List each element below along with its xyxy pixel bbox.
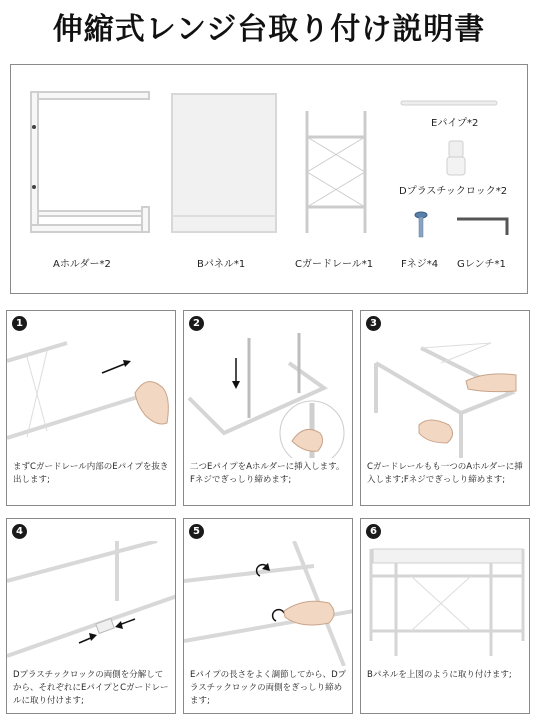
step-3-number: 3 (366, 316, 381, 331)
step-2-illustration (184, 333, 353, 458)
step-2-text: 二つEパイプをAホルダーに挿入します。Fネジでぎっしり締めます; (190, 462, 345, 485)
screw-f-label: Fネジ*4 (401, 259, 439, 270)
step-2-panel (183, 310, 353, 506)
pipe-e-image (399, 98, 499, 108)
step-4-panel (6, 518, 176, 714)
step-1-number: 1 (12, 316, 27, 331)
page-title: 伸縮式レンジ台取り付け説明書 (52, 12, 486, 47)
plastic-lock-d-image (445, 139, 467, 179)
panel-b-image (169, 91, 281, 239)
holder-a-image (21, 87, 156, 237)
screw-f-image (414, 211, 428, 239)
plastic-lock-d-label: Dプラスチックロック*2 (399, 186, 508, 197)
step-1-illustration (7, 333, 176, 458)
step-6-panel (360, 518, 530, 714)
step-3-illustration (361, 333, 530, 458)
step-3-panel (360, 310, 530, 506)
guard-rail-c-image (301, 107, 373, 237)
wrench-g-label: Gレンチ*1 (457, 259, 506, 270)
step-1-text: まずCガードレール内部のEパイプを抜き出します; (13, 462, 169, 485)
step-4-illustration (7, 541, 176, 666)
step-5-number: 5 (189, 524, 204, 539)
step-6-number: 6 (366, 524, 381, 539)
step-4-number: 4 (12, 524, 27, 539)
step-6-text: Bパネルを上図のように取り付けます; (367, 670, 512, 680)
step-5-panel (183, 518, 353, 714)
pipe-e-label: Eパイプ*2 (431, 118, 479, 129)
panel-b-label: Bパネル*1 (197, 259, 246, 270)
holder-a-label: Aホルダー*2 (53, 259, 111, 270)
guard-rail-c-label: Cガードレール*1 (295, 259, 374, 270)
step-4-text: Dプラスチックロックの両側を分解してから、それぞれにEパイプとCガードレールに取り付けます; (13, 670, 169, 706)
parts-list (10, 64, 528, 294)
wrench-g-image (455, 215, 515, 239)
step-5-text: Eパイプの長さをよく調節してから、Dプラスチックロックの両側をぎっしり締めます; (190, 670, 347, 706)
step-6-illustration (361, 541, 530, 666)
step-2-number: 2 (189, 316, 204, 331)
step-1-panel (6, 310, 176, 506)
step-5-illustration (184, 541, 353, 666)
step-3-text: Cガードレールもも一つのAホルダーに挿入します;Fネジでぎっしり締めます; (367, 462, 523, 485)
